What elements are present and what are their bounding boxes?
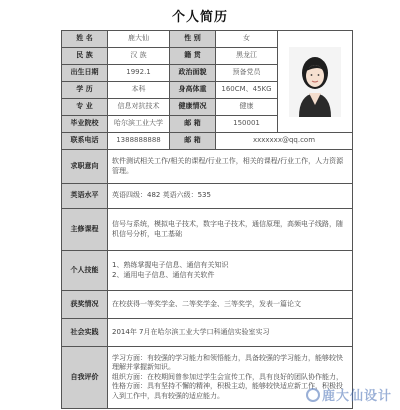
watermark-icon xyxy=(306,388,320,402)
degree-value: 本科 xyxy=(108,82,170,99)
school-value: 哈尔滨工业大学 xyxy=(108,116,170,133)
gender-label: 性 别 xyxy=(170,31,216,48)
profile-photo xyxy=(289,47,341,117)
phone-value: 1388888888 xyxy=(108,133,170,150)
page-title: 个人简历 xyxy=(171,10,228,25)
row-phone xyxy=(62,133,353,150)
self-eval-label: 自我评价 xyxy=(62,347,108,409)
ethnicity-label: 民 族 xyxy=(62,48,108,65)
skills-cell xyxy=(108,251,353,291)
watermark-text: 鹿大仙设计 xyxy=(321,389,392,404)
ethnicity-value: 汉 族 xyxy=(108,48,170,65)
main-courses-label: 主修课程 xyxy=(62,209,108,251)
health-label: 健康情况 xyxy=(170,99,216,116)
mail-value: xxxxxxx@qq.com xyxy=(216,133,353,150)
awards-text: 在校获得一等奖学金、二等奖学金、三等奖学，发表一篇论文 xyxy=(108,291,353,319)
watermark-logo xyxy=(306,385,392,404)
skills-line-2: 2、通用电子信息、通信有关软件 xyxy=(112,270,215,279)
photo-cell xyxy=(278,31,353,133)
name-label: 姓 名 xyxy=(62,31,108,48)
degree-label: 学 历 xyxy=(62,82,108,99)
birth-label: 出生日期 xyxy=(62,65,108,82)
height-weight-value: 160CM、45KG xyxy=(216,82,278,99)
row-awards xyxy=(62,291,353,319)
awards-label: 获奖情况 xyxy=(62,291,108,319)
row-english xyxy=(62,184,353,209)
mail-label: 邮 箱 xyxy=(170,133,216,150)
practice-label: 社会实践 xyxy=(62,319,108,347)
gender-value: 女 xyxy=(216,31,278,48)
self-eval-text: 学习方面：有较强的学习能力和领悟能力，具备较强的学习能力，能够较快理解并掌握新知识。 组织方面：在校期间曾参加过学生会宣传工作，具有良好的团队协作能力， 性格方面：具有坚持不懈的精神，积极主动，能够较快适应新工作，积极投入到工作中，具有较强的适应能力。 xyxy=(108,347,353,409)
politics-value: 预备党员 xyxy=(216,65,278,82)
name-value: 鹿大仙 xyxy=(108,31,170,48)
major-value: 信息对抗技术 xyxy=(108,99,170,116)
skills-line-1: 1、熟练掌握电子信息、通信有关知识 xyxy=(112,261,229,270)
row-name xyxy=(62,31,353,48)
skills-label: 个人技能 xyxy=(62,251,108,291)
health-value: 健康 xyxy=(216,99,278,116)
resume-table xyxy=(61,30,353,409)
row-skills xyxy=(62,251,353,291)
birth-value: 1992.1 xyxy=(108,65,170,82)
hometown-value: 黑龙江 xyxy=(216,48,278,65)
phone-label: 联系电话 xyxy=(62,133,108,150)
intent-label: 求职意向 xyxy=(62,150,108,184)
email-value: 150001 xyxy=(216,116,278,133)
major-label: 专 业 xyxy=(62,99,108,116)
practice-text: 2014年 7月在哈尔滨工业大学口科通信实验室实习 xyxy=(108,319,353,347)
height-weight-label: 身高体重 xyxy=(170,82,216,99)
politics-label: 政治面貌 xyxy=(170,65,216,82)
row-practice xyxy=(62,319,353,347)
hometown-label: 籍 贯 xyxy=(170,48,216,65)
row-main-courses xyxy=(62,209,353,251)
school-label: 毕业院校 xyxy=(62,116,108,133)
email-label: 邮 箱 xyxy=(170,116,216,133)
intent-text: 软件测试相关工作/相关的课程/行业工作，相关的课程/行业工作，人力资源管理。 xyxy=(108,150,353,184)
main-courses-text: 信号与系统，模拟电子技术，数字电子技术，通信原理，高频电子线路，随机信号分析，电工基础 xyxy=(108,209,353,251)
english-label: 英语水平 xyxy=(62,184,108,209)
english-text: 英语四级：482 英语六级：535 xyxy=(108,184,353,209)
row-intent xyxy=(62,150,353,184)
